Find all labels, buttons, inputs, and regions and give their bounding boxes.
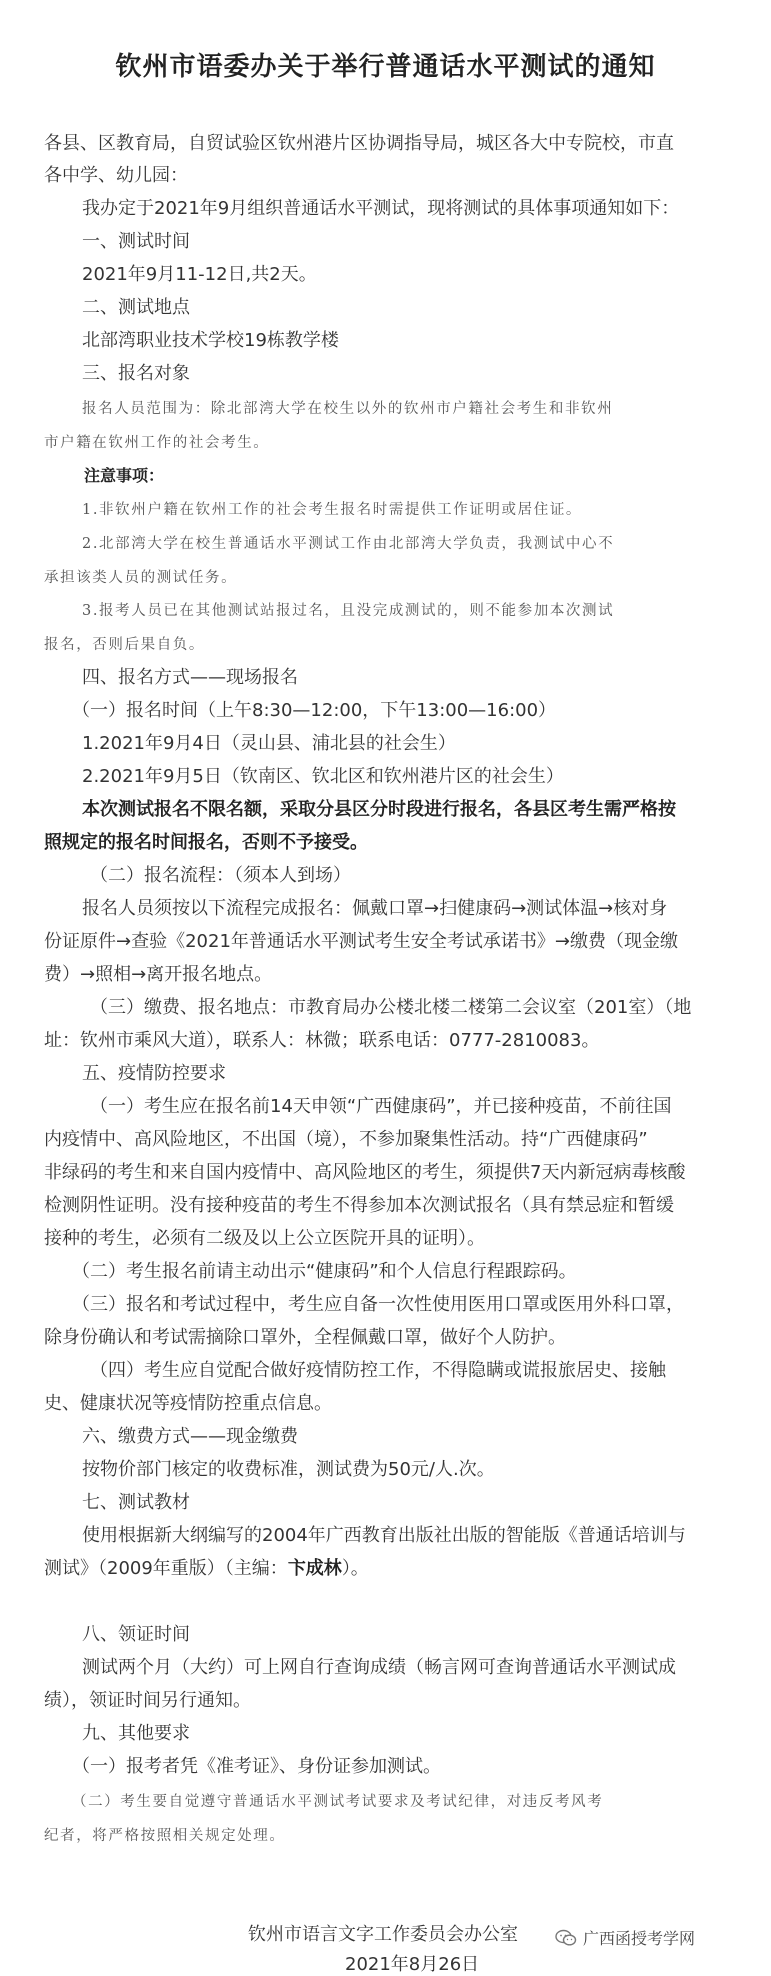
process-heading: （二）报名流程：（须本人到场） [90, 865, 351, 886]
scope-line-1: 报名人员范围为：除北部湾大学在校生以外的钦州市户籍社会考生和非钦州 [82, 401, 614, 417]
textbook-line-2-pre: 测试》（2009年重版）（主编： [44, 1558, 288, 1579]
covid-p1-line-5: 接种的考生，必须有二级及以上公立医院开具的证明）。 [44, 1228, 485, 1249]
note-line-5: 报名，否则后果自负。 [44, 637, 205, 653]
section-3-heading: 三、报名对象 [82, 363, 190, 384]
section-2-heading: 二、测试地点 [82, 297, 190, 318]
other-requirement-1: （一）报考者凭《准考证》、身份证参加测试。 [72, 1756, 441, 1777]
scope-line-2: 市户籍在钦州工作的社会考生。 [44, 435, 270, 451]
covid-p4-line-1: （四）考生应自觉配合做好疫情防控工作，不得隐瞒或谎报旅居史、接触 [90, 1360, 666, 1381]
section-1-heading: 一、测试时间 [82, 231, 190, 252]
editor-name: 卞成林 [287, 1558, 342, 1579]
note-line-3: 承担该类人员的测试任务。 [44, 570, 238, 586]
section-6-text: 按物价部门核定的收费标准，测试费为50元/人.次。 [82, 1459, 495, 1480]
section-5-heading: 五、疫情防控要求 [82, 1063, 226, 1084]
covid-p1-line-4: 检测阴性证明。没有接种疫苗的考生不得参加本次测试报名（具有禁忌症和暂缓 [44, 1195, 674, 1216]
textbook-line-1: 使用根据新大纲编写的2004年广西教育出版社出版的智能版《普通话培训与 [82, 1525, 686, 1546]
process-line-2: 份证原件→查验《2021年普通话水平测试考生安全考试承诺书》→缴费（现金缴 [44, 931, 678, 952]
covid-p3-line-1: （三）报名和考试过程中，考生应自备一次性使用医用口罩或医用外科口罩， [72, 1294, 684, 1315]
section-6-heading: 六、缴费方式——现金缴费 [82, 1426, 298, 1447]
addressee-line-2: 各中学、幼儿园： [44, 165, 188, 186]
process-line-1: 报名人员须按以下流程完成报名：佩戴口罩→扫健康码→测试体温→核对身 [82, 898, 668, 919]
registration-date-1: 1.2021年9月4日（灵山县、浦北县的社会生） [82, 733, 456, 754]
covid-p1-line-1: （一）考生应在报名前14天申领“广西健康码”，并已接种疫苗，不前往国 [90, 1096, 672, 1117]
textbook-line-2 [44, 1557, 727, 1581]
signature-org: 钦州市语言文字工作委员会办公室 [248, 1924, 518, 1945]
place-line-2: 址：钦州市乘风大道），联系人：林微；联系电话：0777-2810083。 [44, 1030, 600, 1051]
section-9-heading: 九、其他要求 [82, 1723, 190, 1744]
watermark [555, 1926, 695, 1949]
covid-p4-line-2: 史、健康状况等疫情防控重点信息。 [44, 1393, 332, 1414]
registration-notice-line-1: 本次测试报名不限名额，采取分县区分时段进行报名，各县区考生需严格按 [82, 799, 676, 820]
registration-notice-line-2: 照规定的报名时间报名，否则不予接受。 [44, 832, 368, 853]
covid-p1-line-2: 内疫情中、高风险地区，不出国（境），不参加聚集性活动。持“广西健康码” [44, 1129, 648, 1150]
covid-p2: （二）考生报名前请主动出示“健康码”和个人信息行程跟踪码。 [72, 1261, 577, 1282]
textbook-line-2-post: ）。 [341, 1558, 369, 1579]
other-requirement-2-line-1: （二）考生要自觉遵守普通话水平测试考试要求及考试纪律，对违反考风考 [72, 1794, 604, 1810]
section-8-heading: 八、领证时间 [82, 1624, 190, 1645]
notes-heading: 注意事项： [84, 466, 165, 485]
page-title: 钦州市语委办关于举行普通话水平测试的通知 [115, 52, 656, 82]
registration-date-2: 2.2021年9月5日（钦南区、钦北区和钦州港片区的社会生） [82, 766, 564, 787]
signature-date: 2021年8月26日 [345, 1954, 480, 1975]
registration-time: （一）报名时间（上午8:30—12:00，下午13:00—16:00） [72, 700, 557, 721]
covid-p1-line-3: 非绿码的考生和来自国内疫情中、高风险地区的考生，须提供7天内新冠病毒核酸 [44, 1162, 686, 1183]
process-line-3: 费）→照相→离开报名地点。 [44, 964, 273, 985]
certificate-line-1: 测试两个月（大约）可上网自行查询成绩（畅言网可查询普通话水平测试成 [82, 1657, 676, 1678]
note-line-4: 3.报考人员已在其他测试站报过名，且没完成测试的，则不能参加本次测试 [82, 603, 615, 619]
intro-paragraph: 我办定于2021年9月组织普通话水平测试，现将测试的具体事项通知如下： [82, 198, 680, 219]
watermark-text: 广西函授考学网 [583, 1929, 696, 1948]
section-2-text: 北部湾职业技术学校19栋教学楼 [82, 330, 339, 351]
other-requirement-2-line-2: 纪者，将严格按照相关规定处理。 [44, 1828, 286, 1844]
certificate-line-2: 绩），领证时间另行通知。 [44, 1690, 251, 1711]
place-line-1: （三）缴费、报名地点：市教育局办公楼北楼二楼第二会议室（201室）（地 [90, 997, 692, 1018]
section-7-heading: 七、测试教材 [82, 1492, 190, 1513]
covid-p3-line-2: 除身份确认和考试需摘除口罩外，全程佩戴口罩，做好个人防护。 [44, 1327, 566, 1348]
note-line-2: 2.北部湾大学在校生普通话水平测试工作由北部湾大学负责，我测试中心不 [82, 536, 615, 552]
section-4-heading: 四、报名方式——现场报名 [82, 667, 298, 688]
addressee-line-1: 各县、区教育局，自贸试验区钦州港片区协调指导局，城区各大中专院校，市直 [44, 133, 674, 154]
note-line-1: 1.非钦州户籍在钦州工作的社会考生报名时需提供工作证明或居住证。 [82, 502, 583, 518]
wechat-icon [555, 1929, 577, 1947]
section-1-text: 2021年9月11-12日,共2天。 [82, 264, 317, 285]
